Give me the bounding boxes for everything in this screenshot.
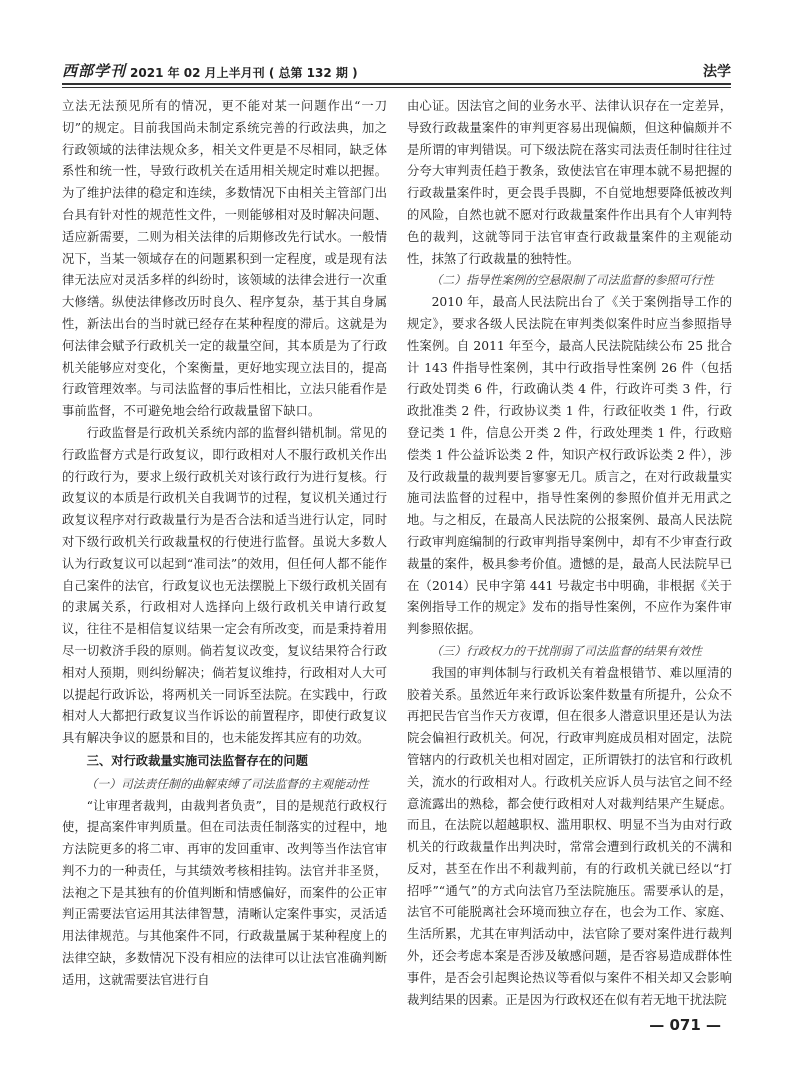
header-rule: [62, 83, 731, 88]
body-columns: [62, 96, 732, 1014]
paragraph: “让审理者裁判，由裁判者负责”，目的是规范行政权行使，提高案件审判质量。但在司法责任制落实的过程中，地方法院更多的将二审、再审的发回重审、改判等当作法官审判不力的一种责任，与其绩效考核相挂钩。法官并非圣贤，法袍之下是其独有的价值判断和情感偏好，而案件的公正审判正需要法官运用其法律智慧，清晰认定案件事实，灵活适用法律规范。与其他案件不同，行政裁量属于某种程度上的法律空缺，多数情况下没有相应的法律可以让法官准确判断适用，这就需要法官进行自: [62, 798, 387, 987]
running-header: [62, 55, 731, 81]
paragraph: 行政监督是行政机关系统内部的监督纠错机制。常见的行政监督方式是行政复议，即行政相对人不服行政机关作出的行政行为，要求上级行政机关对该行政行为进行复核。行政复议的本质是行政机关自我调节的过程，复议机关通过行政复议程序对行政裁量行为是否合法和适当进行认定，同时对下级行政机关行政裁量权的行使进行监督。虽说大多数人认为行政复议可以起到“准司法”的效用，但任何人都不能作自己案件的法官，行政复议也无法摆脱上下级行政机关固有的隶属关系，行政相对人选择向上级行政机关申请行政复议，往往不是相信复议结果一定会有所改变，而是秉持着用尽一切救济手段的原则。倘若复议改变，复议结果符合行政相对人预期，则纠纷解决；倘若复议维持，行政相对人大可以提起行政诉讼，将两机关一同诉至法院。在实践中，行政相对人大都把行政复议当作诉讼的前置程序，即使行政复议具有解决争议的愿景和目的，也未能发挥其应有的功效。: [62, 425, 387, 746]
section-heading: 三、对行政裁量实施司法监督存在的问题: [86, 753, 308, 768]
journal-logo: 西部学刊: [62, 62, 127, 80]
right-column: [407, 96, 732, 1014]
subsection-heading: （一）司法责任制的曲解束缚了司法监督的主观能动性: [85, 776, 369, 791]
subsection-heading: （二）指导性案例的空悬限制了司法监督的参照可行性: [430, 273, 714, 288]
paragraph: 我国的审判体制与行政机关有着盘根错节、难以厘清的胶着关系。虽然近年来行政诉讼案件数量有所提升，公众不再把民告官当作天方夜谭，但在很多人潜意识里还是认为法院会偏袒行政机关。何况，行政审判庭成员相对固定，法院管辖内的行政机关也相对固定，正所谓铁打的法官和行政机关，流水的行政相对人。行政机关应诉人员与法官之间不经意流露出的熟稔，都会使行政相对人对裁判结果产生疑虑。而且，在法院以超越职权、滥用职权、明显不当为由对行政机关的行政裁量作出判决时，常常会遭到行政机关的不满和反对，甚至在作出不利裁判前，有的行政机关就已经以“打招呼”“通气”的方式向法官乃至法院施压。需要承认的是，法官不可能脱离社会环境而独立存在，也会为工作、家庭、生活所累，尤其在审判活动中，法官除了要对案件进行裁判外，还会考虑本案是否涉及敏感问题，是否容易造成群体性事件，是否会引起舆论热议等看似与案件不相关却又会影响裁判结果的因素。正是因为行政权还在似有若无地干扰法院: [407, 665, 732, 1007]
paragraph: 立法无法预见所有的情况，更不能对某一问题作出“一刀切”的规定。目前我国尚未制定系统完善的行政法典，加之行政领域的法律法规众多，相关文件更是不尽相同，缺乏体系性和统一性，导致行政机关在适用相关规定时难以把握。为了维护法律的稳定和连续，多数情况下由相关主管部门出台具有针对性的规范性文件，一则能够相对及时解决问题、适应新需要，二则为相关法律的后期修改先行试水。一般情况下，当某一领域存在的问题累积到一定程度，或是现有法律无法应对灵活多样的纠纷时，该领域的法律会进行一次重大修缮。纵使法律修改历时良久、程序复杂，基于其自身属性，新法出台的当时就已经存在某种程度的滞后。这就是为何法律会赋予行政机关一定的裁量空间，其本质是为了行政机关能够应对变化，个案衡量，更好地实现立法目的，提高行政管理效率。与司法监督的事后性相比，立法只能看作是事前监督，不可避免地会给行政裁量留下缺口。: [62, 99, 387, 419]
subsection-heading: （三）行政权力的干扰削弱了司法监督的结果有效性: [430, 643, 702, 658]
page-number: — 071 —: [649, 1016, 721, 1034]
issue-info: 2021 年 02 月上半月刊 ( 总第 132 期 ): [130, 66, 358, 80]
section-tag: 法学: [703, 64, 731, 80]
header-left: [62, 60, 358, 81]
left-column: [62, 96, 387, 1014]
paragraph: 由心证。因法官之间的业务水平、法律认识存在一定差异，导致行政裁量案件的审判更容易出现偏颇，但这种偏颇并不是所谓的审判错误。可下级法院在落实司法责任制时往往过分夸大审判责任趋于教条，致使法官在审理本就不易把握的行政裁量案件时，更会畏手畏脚，不自觉地想要降低被改判的风险，自然也就不愿对行政裁量案件作出具有个人审判特色的裁判，这就等同于法官审查行政裁量案件的主观能动性，抹煞了行政裁量的独特性。: [407, 99, 732, 266]
paragraph: 2010 年，最高人民法院出台了《关于案例指导工作的规定》，要求各级人民法院在审判类似案件时应当参照指导性案例。自 2011 年至今，最高人民法院陆续公布 25 批合计 143 件指导性案例，其中行政指导性案例 26 件（包括行政处罚类 6 件，行政确认类 4 件，行政许可类 3 件，行政批准类 2 件，行政协议类 1 件，行政征收类 1 件，行政登记类 1 件，信息公开类 2 件，行政处理类 1 件，行政赔偿类 1 件公益诉讼类 2 件，知识产权行政诉讼类 2 件），涉及行政裁量的裁判要旨寥寥无几。质言之，在对行政裁量实施司法监督的过程中，指导性案例的参照价值并无用武之地。与之相反，在最高人民法院的公报案例、最高人民法院行政审判庭编制的行政审判指导案例中，却有不少审查行政裁量的案件，极具参考价值。遗憾的是，最高人民法院早已在（2014）民申字第 441 号裁定书中明确，非根据《关于案例指导工作的规定》发布的指导性案例，不应作为案件审判参照依据。: [407, 295, 732, 637]
